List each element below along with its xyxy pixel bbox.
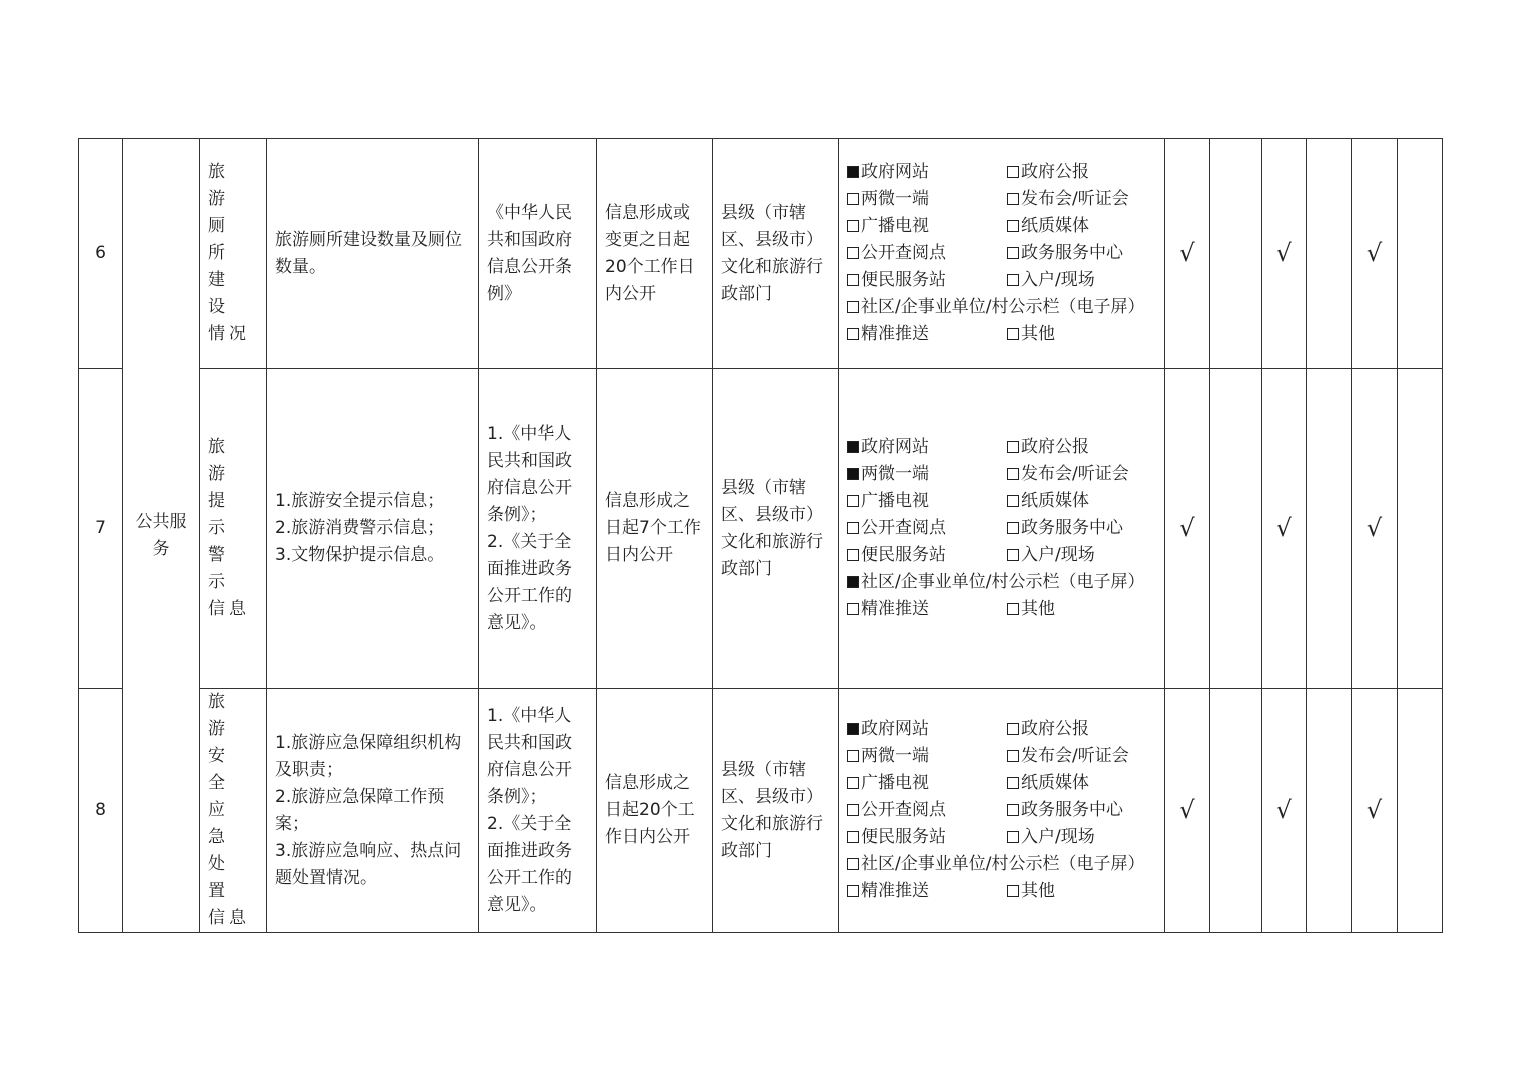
checked-box-icon — [847, 576, 859, 588]
basis-cell: 《中华人民 共和国政府 信息公开条 例》 — [479, 139, 597, 369]
content-cell: 旅游厕所建设数量及厕位数量。 — [267, 139, 479, 369]
channels-cell — [839, 369, 1165, 689]
channel-option — [847, 240, 1007, 267]
channel-label: 广播电视 — [861, 491, 929, 511]
channels-cell — [839, 689, 1165, 933]
channel-label: 发布会/听证会 — [1021, 746, 1129, 766]
unchecked-box-icon — [1007, 831, 1019, 843]
channel-label: 其他 — [1021, 324, 1055, 344]
channel-option — [847, 321, 1007, 348]
channel-label: 纸质媒体 — [1021, 773, 1089, 793]
channel-label: 发布会/听证会 — [1021, 189, 1129, 209]
category-cell: 公共服务 — [123, 139, 200, 933]
channel-label: 发布会/听证会 — [1021, 464, 1129, 484]
unchecked-box-icon — [847, 777, 859, 789]
item-cell: 旅 游 厕 所 建 设 情况 — [200, 139, 267, 369]
channel-label: 社区/企事业单位/村公示栏（电子屏） — [861, 854, 1145, 874]
unchecked-box-icon — [1007, 723, 1019, 735]
unchecked-box-icon — [847, 858, 859, 870]
channel-label: 政府网站 — [861, 719, 929, 739]
channel-option — [1007, 770, 1089, 797]
unchecked-box-icon — [1007, 603, 1019, 615]
checked-box-icon — [847, 468, 859, 480]
channel-label: 两微一端 — [861, 746, 929, 766]
channel-option — [1007, 515, 1123, 542]
item-cell: 旅 游 安 全 应 急 处 置 信息 — [200, 689, 267, 933]
subject-cell: 县级（市辖区、县级市）文化和旅游行政部门 — [713, 689, 839, 933]
subject-cell: 县级（市辖区、县级市）文化和旅游行政部门 — [713, 369, 839, 689]
channel-label: 精准推送 — [861, 881, 929, 901]
channel-option — [847, 297, 1144, 317]
channels-cell — [839, 139, 1165, 369]
empty-cell — [1398, 139, 1443, 369]
channel-option — [847, 878, 1007, 905]
channel-option — [847, 213, 1007, 240]
unchecked-box-icon — [1007, 777, 1019, 789]
check-mark: √ — [1352, 689, 1398, 933]
unchecked-box-icon — [847, 247, 859, 259]
channel-option — [1007, 596, 1055, 623]
empty-cell — [1398, 689, 1443, 933]
unchecked-box-icon — [1007, 549, 1019, 561]
row-number: 6 — [79, 139, 123, 369]
channel-option — [847, 572, 1144, 592]
unchecked-box-icon — [1007, 441, 1019, 453]
channel-option — [847, 267, 1007, 294]
channel-option — [1007, 434, 1089, 461]
channel-option — [1007, 461, 1129, 488]
channel-label: 入户/现场 — [1021, 827, 1095, 847]
channel-label: 社区/企事业单位/村公示栏（电子屏） — [861, 297, 1145, 317]
channel-option — [1007, 159, 1089, 186]
channel-option — [847, 159, 1007, 186]
unchecked-box-icon — [1007, 193, 1019, 205]
channel-option — [1007, 542, 1095, 569]
table-row — [79, 369, 1443, 689]
channel-label: 政务服务中心 — [1021, 518, 1123, 538]
unchecked-box-icon — [1007, 804, 1019, 816]
unchecked-box-icon — [847, 831, 859, 843]
row-number: 7 — [79, 369, 123, 689]
check-mark: √ — [1262, 139, 1307, 369]
channel-label: 广播电视 — [861, 216, 929, 236]
channel-label: 政府公报 — [1021, 719, 1089, 739]
checked-box-icon — [847, 166, 859, 178]
channel-option — [847, 854, 1144, 874]
item-cell: 旅 游 提 示 警 示 信息 — [200, 369, 267, 689]
disclosure-table — [78, 138, 1443, 933]
channel-option — [1007, 824, 1095, 851]
check-mark: √ — [1262, 689, 1307, 933]
channel-label: 纸质媒体 — [1021, 491, 1089, 511]
channel-label: 政务服务中心 — [1021, 800, 1123, 820]
channel-label: 社区/企事业单位/村公示栏（电子屏） — [861, 572, 1145, 592]
channel-option — [847, 542, 1007, 569]
channel-option — [847, 824, 1007, 851]
channel-option — [1007, 186, 1129, 213]
channel-option — [1007, 213, 1089, 240]
empty-cell — [1398, 369, 1443, 689]
check-mark: √ — [1262, 369, 1307, 689]
channel-label: 纸质媒体 — [1021, 216, 1089, 236]
checked-box-icon — [847, 723, 859, 735]
unchecked-box-icon — [847, 750, 859, 762]
channel-label: 公开查阅点 — [861, 800, 946, 820]
check-mark: √ — [1165, 689, 1210, 933]
channel-option — [1007, 743, 1129, 770]
channel-label: 入户/现场 — [1021, 545, 1095, 565]
deadline-cell: 信息形成或变更之日起20个工作日内公开 — [597, 139, 713, 369]
unchecked-box-icon — [847, 328, 859, 340]
unchecked-box-icon — [1007, 220, 1019, 232]
channel-label: 政府公报 — [1021, 162, 1089, 182]
subject-cell: 县级（市辖区、县级市）文化和旅游行政部门 — [713, 139, 839, 369]
channel-label: 其他 — [1021, 599, 1055, 619]
channel-label: 其他 — [1021, 881, 1055, 901]
basis-cell: 1.《中华人 民共和国政 府信息公开 条例》； 2.《关于全 面推进政务 公开工作的 意见》。 — [479, 689, 597, 933]
channel-label: 政府网站 — [861, 162, 929, 182]
channel-option — [847, 461, 1007, 488]
check-mark: √ — [1352, 369, 1398, 689]
deadline-cell: 信息形成之日起7个工作日内公开 — [597, 369, 713, 689]
check-mark: √ — [1165, 369, 1210, 689]
unchecked-box-icon — [1007, 328, 1019, 340]
check-mark: √ — [1165, 139, 1210, 369]
channel-option — [847, 743, 1007, 770]
empty-cell — [1210, 369, 1262, 689]
channel-label: 政府公报 — [1021, 437, 1089, 457]
empty-cell — [1210, 689, 1262, 933]
channel-label: 公开查阅点 — [861, 518, 946, 538]
unchecked-box-icon — [1007, 495, 1019, 507]
channel-label: 便民服务站 — [861, 545, 946, 565]
unchecked-box-icon — [847, 522, 859, 534]
unchecked-box-icon — [1007, 274, 1019, 286]
unchecked-box-icon — [1007, 166, 1019, 178]
channel-option — [847, 186, 1007, 213]
table-row — [79, 139, 1443, 369]
unchecked-box-icon — [847, 804, 859, 816]
channel-label: 广播电视 — [861, 773, 929, 793]
channel-label: 政府网站 — [861, 437, 929, 457]
channel-label: 公开查阅点 — [861, 243, 946, 263]
channel-option — [1007, 716, 1089, 743]
row-number: 8 — [79, 689, 123, 933]
unchecked-box-icon — [1007, 468, 1019, 480]
empty-cell — [1307, 689, 1352, 933]
channel-label: 精准推送 — [861, 324, 929, 344]
channel-option — [1007, 267, 1095, 294]
unchecked-box-icon — [1007, 750, 1019, 762]
channel-option — [847, 770, 1007, 797]
channel-label: 便民服务站 — [861, 827, 946, 847]
unchecked-box-icon — [1007, 522, 1019, 534]
basis-cell: 1.《中华人 民共和国政 府信息公开 条例》； 2.《关于全 面推进政务 公开工作的 意见》。 — [479, 369, 597, 689]
empty-cell — [1307, 369, 1352, 689]
unchecked-box-icon — [1007, 247, 1019, 259]
channel-option — [847, 797, 1007, 824]
content-cell: 1.旅游应急保障组织机构及职责； 2.旅游应急保障工作预案； 3.旅游应急响应、热点问题处置情况。 — [267, 689, 479, 933]
channel-option — [847, 515, 1007, 542]
unchecked-box-icon — [1007, 885, 1019, 897]
channel-label: 入户/现场 — [1021, 270, 1095, 290]
unchecked-box-icon — [847, 301, 859, 313]
channel-label: 两微一端 — [861, 189, 929, 209]
checked-box-icon — [847, 441, 859, 453]
channel-label: 便民服务站 — [861, 270, 946, 290]
unchecked-box-icon — [847, 549, 859, 561]
unchecked-box-icon — [847, 274, 859, 286]
empty-cell — [1307, 139, 1352, 369]
channel-label: 精准推送 — [861, 599, 929, 619]
channel-option — [847, 434, 1007, 461]
check-mark: √ — [1352, 139, 1398, 369]
unchecked-box-icon — [847, 220, 859, 232]
deadline-cell: 信息形成之日起20个工作日内公开 — [597, 689, 713, 933]
channel-option — [1007, 240, 1123, 267]
channel-label: 两微一端 — [861, 464, 929, 484]
unchecked-box-icon — [847, 495, 859, 507]
empty-cell — [1210, 139, 1262, 369]
channel-option — [1007, 321, 1055, 348]
channel-option — [847, 596, 1007, 623]
channel-option — [1007, 488, 1089, 515]
channel-option — [1007, 878, 1055, 905]
table-row — [79, 689, 1443, 933]
channel-option — [1007, 797, 1123, 824]
unchecked-box-icon — [847, 193, 859, 205]
channel-option — [847, 488, 1007, 515]
unchecked-box-icon — [847, 603, 859, 615]
unchecked-box-icon — [847, 885, 859, 897]
channel-option — [847, 716, 1007, 743]
content-cell: 1.旅游安全提示信息； 2.旅游消费警示信息； 3.文物保护提示信息。 — [267, 369, 479, 689]
channel-label: 政务服务中心 — [1021, 243, 1123, 263]
